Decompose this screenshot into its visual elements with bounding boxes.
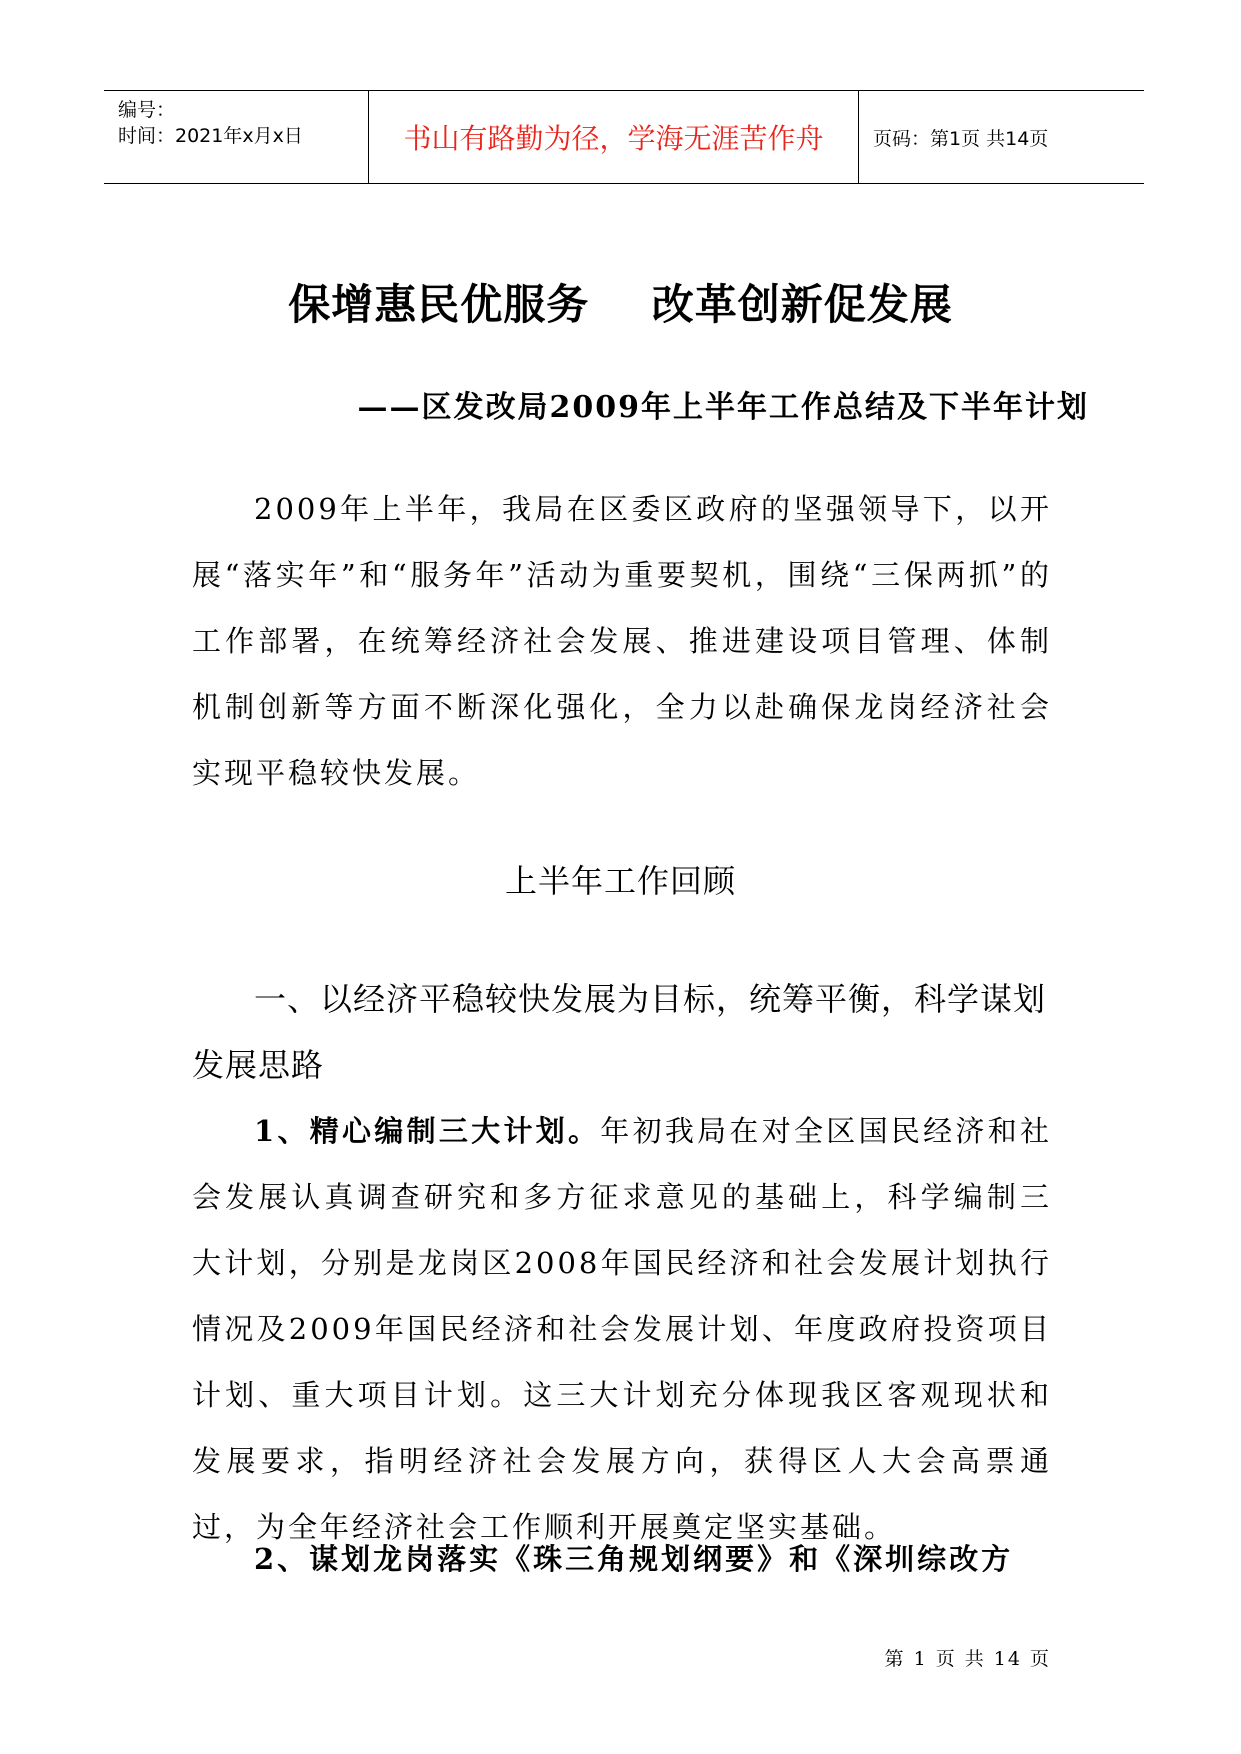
header-info-cell xyxy=(104,91,369,183)
header-motto: 书山有路勤为径，学海无涯苦作舟 xyxy=(403,122,824,155)
item-one-paragraph xyxy=(192,1098,1052,1560)
header-page-cell xyxy=(859,91,1144,183)
document-time-label: 时间：2021年x月x日 xyxy=(118,125,303,147)
footer-page-info: 第 1 页 共 14 页 xyxy=(884,1648,1051,1670)
document-title: 保增惠民优服务 改革创新促发展 xyxy=(288,280,953,329)
heading-one: 一、以经济平稳较快发展为目标，统筹平衡，科学谋划发展思路 xyxy=(192,980,1047,1084)
document-subtitle: ——区发改局2009年上半年工作总结及下半年计划 xyxy=(357,390,1089,425)
item-one-lead: 1、精心编制三大计划。 xyxy=(254,1114,601,1148)
item-one-body: 年初我局在对全区国民经济和社会发展认真调查研究和多方征求意见的基础上，科学编制三大计划，分别是龙岗区2008年国民经济和社会发展计划执行情况及2009年国民经济和社会发展计划、年度政府投资项目计划、重大项目计划。这三大计划充分体现我区客观现状和发展要求，指明经济社会发展方向，获得区人大会高票通过，为全年经济社会工作顺利开展奠定坚实基础。 xyxy=(192,1114,1052,1544)
section-title: 上半年工作回顾 xyxy=(504,862,736,900)
header-motto-cell xyxy=(369,91,859,183)
item-two-heading: 2、谋划龙岗落实《珠三角规划纲要》和《深圳综改方 xyxy=(254,1542,1014,1576)
intro-paragraph: 2009年上半年，我局在区委区政府的坚强领导下，以开展“落实年”和“服务年”活动为重要契机，围绕“三保两抓”的工作部署，在统筹经济社会发展、推进建设项目管理、体制机制创新等方面不断深化强化，全力以赴确保龙岗经济社会实现平稳较快发展。 xyxy=(192,492,1052,790)
header-table xyxy=(104,90,1144,184)
document-number-label: 编号： xyxy=(118,99,176,121)
header-page-code: 页码：第1页 共14页 xyxy=(873,127,1049,150)
